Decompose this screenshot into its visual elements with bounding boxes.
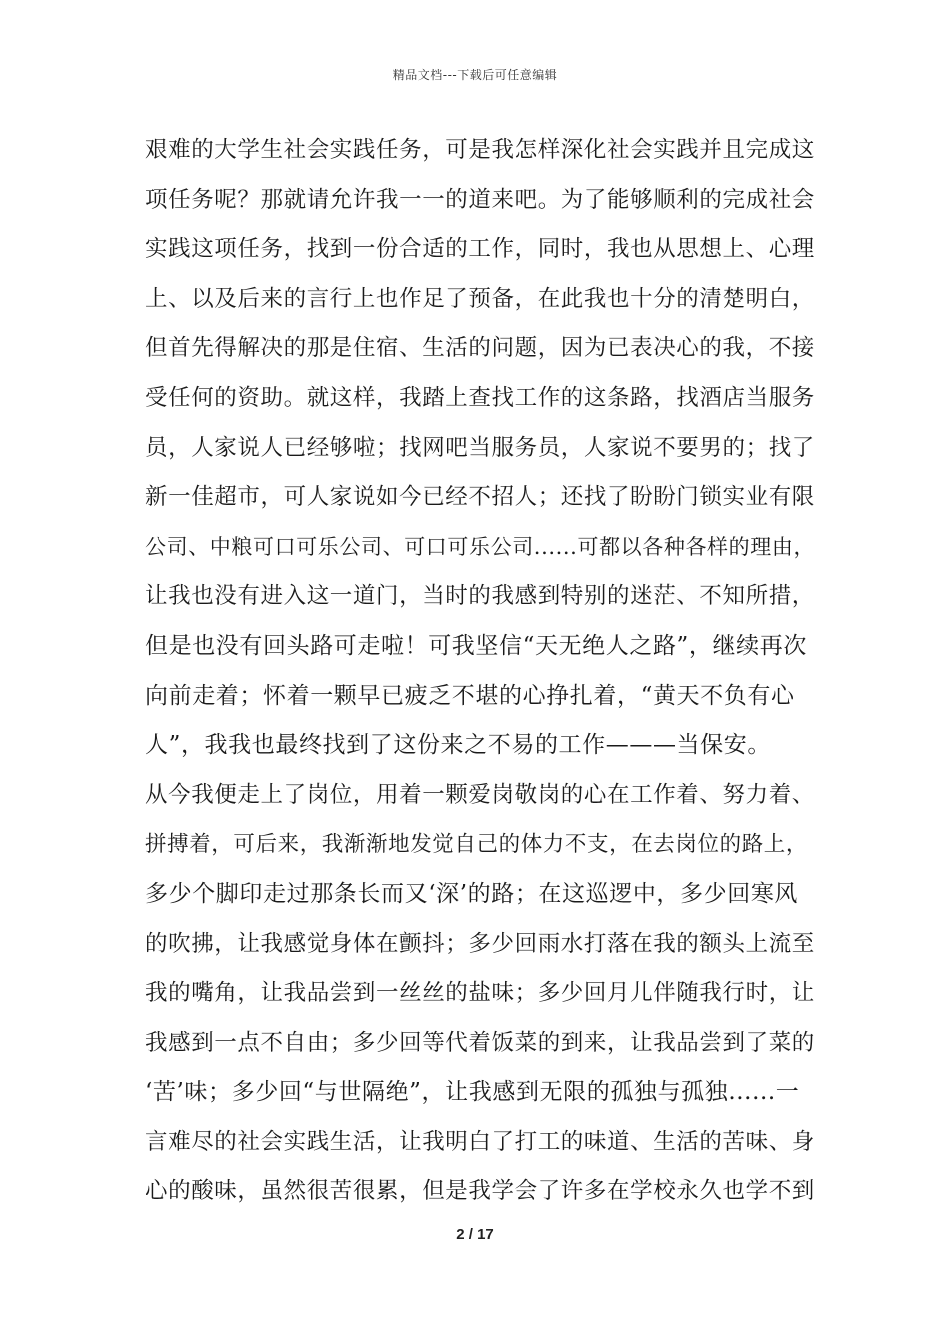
text-line: 上、以及后来的言行上也作足了预备，在此我也十分的清楚明白， <box>145 285 815 312</box>
text-line: 公司、中粮可口可乐公司、可口可乐公司......可都以各种各样的理由， <box>145 534 816 559</box>
text-line: 新一佳超市，可人家说如今已经不招人；还找了盼盼门锁实业有限 <box>145 484 815 511</box>
text-line: 拼搏着，可后来，我渐渐地发觉自己的体力不支，在去岗位的路上， <box>145 832 809 858</box>
text-line: 但首先得解决的那是住宿、生活的问题，因为已表决心的我，不接 <box>145 335 815 362</box>
text-line: 心的酸味，虽然很苦很累，但是我学会了许多在学校永久也学不到 <box>145 1178 815 1205</box>
text-line: 项任务呢？那就请允许我一一的道来吧。为了能够顺利的完成社会 <box>145 186 815 213</box>
text-line: 让我也没有进入这一道门，当时的我感到特别的迷茫、不知所措， <box>145 583 815 610</box>
text-line: 实践这项任务，找到一份合适的工作，同时，我也从思想上、心理 <box>145 236 815 263</box>
document-body <box>145 126 815 1217</box>
text-line: 言难尽的社会实践生活，让我明白了打工的味道、生活的苦味、身 <box>145 1128 815 1155</box>
text-line: ‘苦’味；多少回“与世隔绝”，让我感到无限的孤独与孤独......一 <box>145 1079 800 1106</box>
text-line: 但是也没有回头路可走啦！可我坚信“天无绝人之路”，继续再次 <box>145 632 807 659</box>
text-line: 我感到一点不自由；多少回等代着饭菜的到来，让我品尝到了菜的 <box>145 1029 815 1056</box>
text-line: 的吹拂，让我感觉身体在颤抖；多少回雨水打落在我的额头上流至 <box>145 930 815 957</box>
text-line: 艰难的大学生社会实践任务，可是我怎样深化社会实践并且完成这 <box>145 137 815 163</box>
text-line: 从今我便走上了岗位，用着一颗爱岗敬岗的心在工作着、努力着、 <box>145 781 815 808</box>
text-line: 人”，我我也最终找到了这份来之不易的工作———当保安。 <box>145 732 771 759</box>
text-line: 向前走着；怀着一颗早已疲乏不堪的心挣扎着，“黄天不负有心 <box>145 682 795 709</box>
page-number: 2 / 17 <box>456 1226 494 1243</box>
page-header: 精品文档---下载后可任意编辑 <box>392 68 558 82</box>
text-line: 受任何的资助。就这样，我踏上查找工作的这条路，找酒店当服务 <box>145 384 815 411</box>
text-line: 多少个脚印走过那条长而又‘深’的路；在这巡逻中，多少回寒风 <box>145 880 799 907</box>
text-line: 我的嘴角，让我品尝到一丝丝的盐味；多少回月儿伴随我行时，让 <box>145 980 815 1007</box>
text-line: 员，人家说人已经够啦；找网吧当服务员，人家说不要男的；找了 <box>145 434 815 461</box>
